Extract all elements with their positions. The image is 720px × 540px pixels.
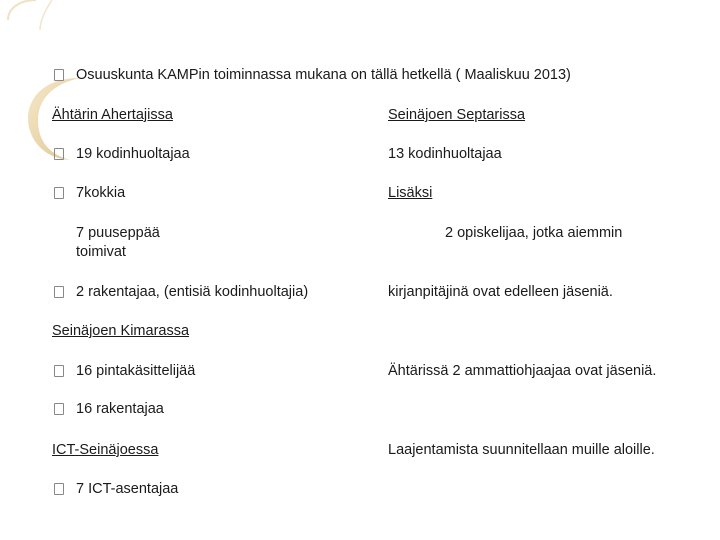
heading-kimarassa: Seinäjoen Kimarassa — [52, 323, 190, 339]
heading-ict: ICT-Seinäjoessa — [52, 442, 159, 458]
list-item: 19 kodinhuoltajaa — [76, 146, 190, 162]
list-item: 7 puuseppää — [76, 225, 160, 241]
list-item: 13 kodinhuoltajaa — [388, 146, 502, 162]
list-item: toimivat — [76, 244, 126, 260]
bullet-icon — [54, 403, 64, 415]
paragraph-line: Ähtärissä 2 ammattiohjaajaa ovat jäseniä. — [388, 363, 657, 379]
heading-septarissa: Seinäjoen Septarissa — [388, 107, 526, 123]
heading-ahertajissa: Ähtärin Ahertajissa — [52, 107, 173, 123]
bullet-icon — [54, 148, 64, 160]
paragraph-line: 2 opiskelijaa, jotka aiemmin — [445, 225, 623, 241]
list-item: 7 ICT-asentajaa — [76, 481, 179, 497]
paragraph-line: kirjanpitäjinä ovat edelleen jäseniä. — [388, 284, 613, 300]
bullet-icon — [54, 483, 64, 495]
list-item: 16 rakentajaa — [76, 401, 164, 417]
bullet-icon — [54, 286, 64, 298]
paragraph-line: Laajentamista suunnitellaan muille aloille. — [388, 442, 655, 458]
bullet-icon — [54, 187, 64, 199]
intro-text: Osuuskunta KAMPin toiminnassa mukana on tällä hetkellä ( Maaliskuu 2013) — [76, 67, 571, 83]
list-item: 2 rakentajaa, (entisiä kodinhuoltajia) — [76, 284, 309, 300]
list-item: 7kokkia — [76, 185, 126, 201]
bullet-icon — [54, 365, 64, 377]
heading-lisaksi: Lisäksi — [388, 185, 433, 201]
list-item: 16 pintakäsittelijää — [76, 363, 196, 379]
bullet-icon — [54, 69, 64, 81]
